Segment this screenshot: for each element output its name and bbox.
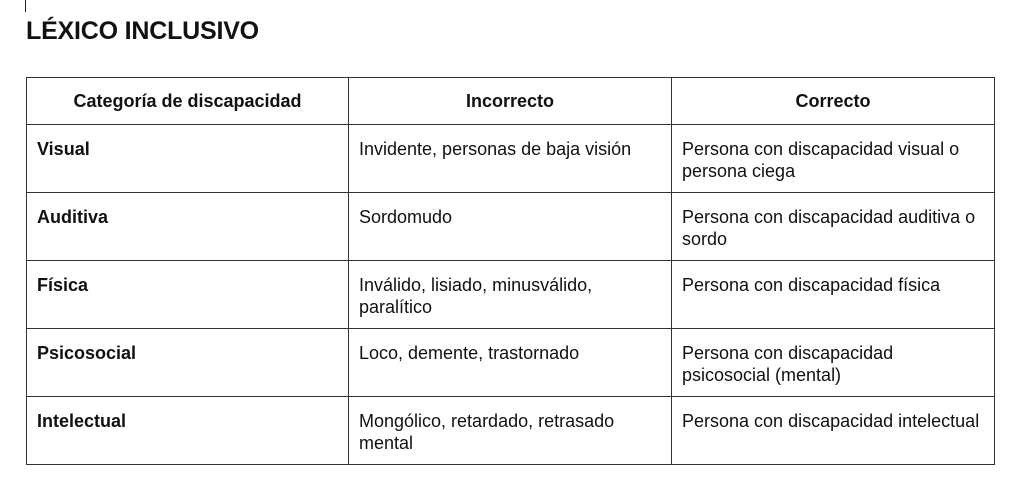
column-header-category: Categoría de discapacidad bbox=[27, 78, 349, 125]
table-row bbox=[27, 397, 995, 465]
inclusive-lexicon-table bbox=[26, 77, 995, 465]
category-cell: Física bbox=[27, 261, 349, 329]
category-cell: Intelectual bbox=[27, 397, 349, 465]
correct-term-cell: Persona con discapacidad psicosocial (mental) bbox=[672, 329, 995, 397]
column-header-correct: Correcto bbox=[672, 78, 995, 125]
column-header-incorrect: Incorrecto bbox=[349, 78, 672, 125]
table-row bbox=[27, 261, 995, 329]
incorrect-term-cell: Invidente, personas de baja visión bbox=[349, 125, 672, 193]
correct-term-cell: Persona con discapacidad física bbox=[672, 261, 995, 329]
correct-term-cell: Persona con discapacidad intelectual bbox=[672, 397, 995, 465]
category-cell: Auditiva bbox=[27, 193, 349, 261]
correct-term-cell: Persona con discapacidad visual o persona ciega bbox=[672, 125, 995, 193]
table-row bbox=[27, 329, 995, 397]
incorrect-term-cell: Inválido, lisiado, minusválido, paralítico bbox=[349, 261, 672, 329]
table-row bbox=[27, 125, 995, 193]
incorrect-term-cell: Loco, demente, trastornado bbox=[349, 329, 672, 397]
incorrect-term-cell: Sordomudo bbox=[349, 193, 672, 261]
category-cell: Visual bbox=[27, 125, 349, 193]
table-header-row bbox=[27, 78, 995, 125]
table-row bbox=[27, 193, 995, 261]
correct-term-cell: Persona con discapacidad auditiva o sordo bbox=[672, 193, 995, 261]
category-cell: Psicosocial bbox=[27, 329, 349, 397]
incorrect-term-cell: Mongólico, retardado, retrasado mental bbox=[349, 397, 672, 465]
page-title: LÉXICO INCLUSIVO bbox=[26, 17, 259, 45]
text-cursor bbox=[25, 0, 26, 12]
